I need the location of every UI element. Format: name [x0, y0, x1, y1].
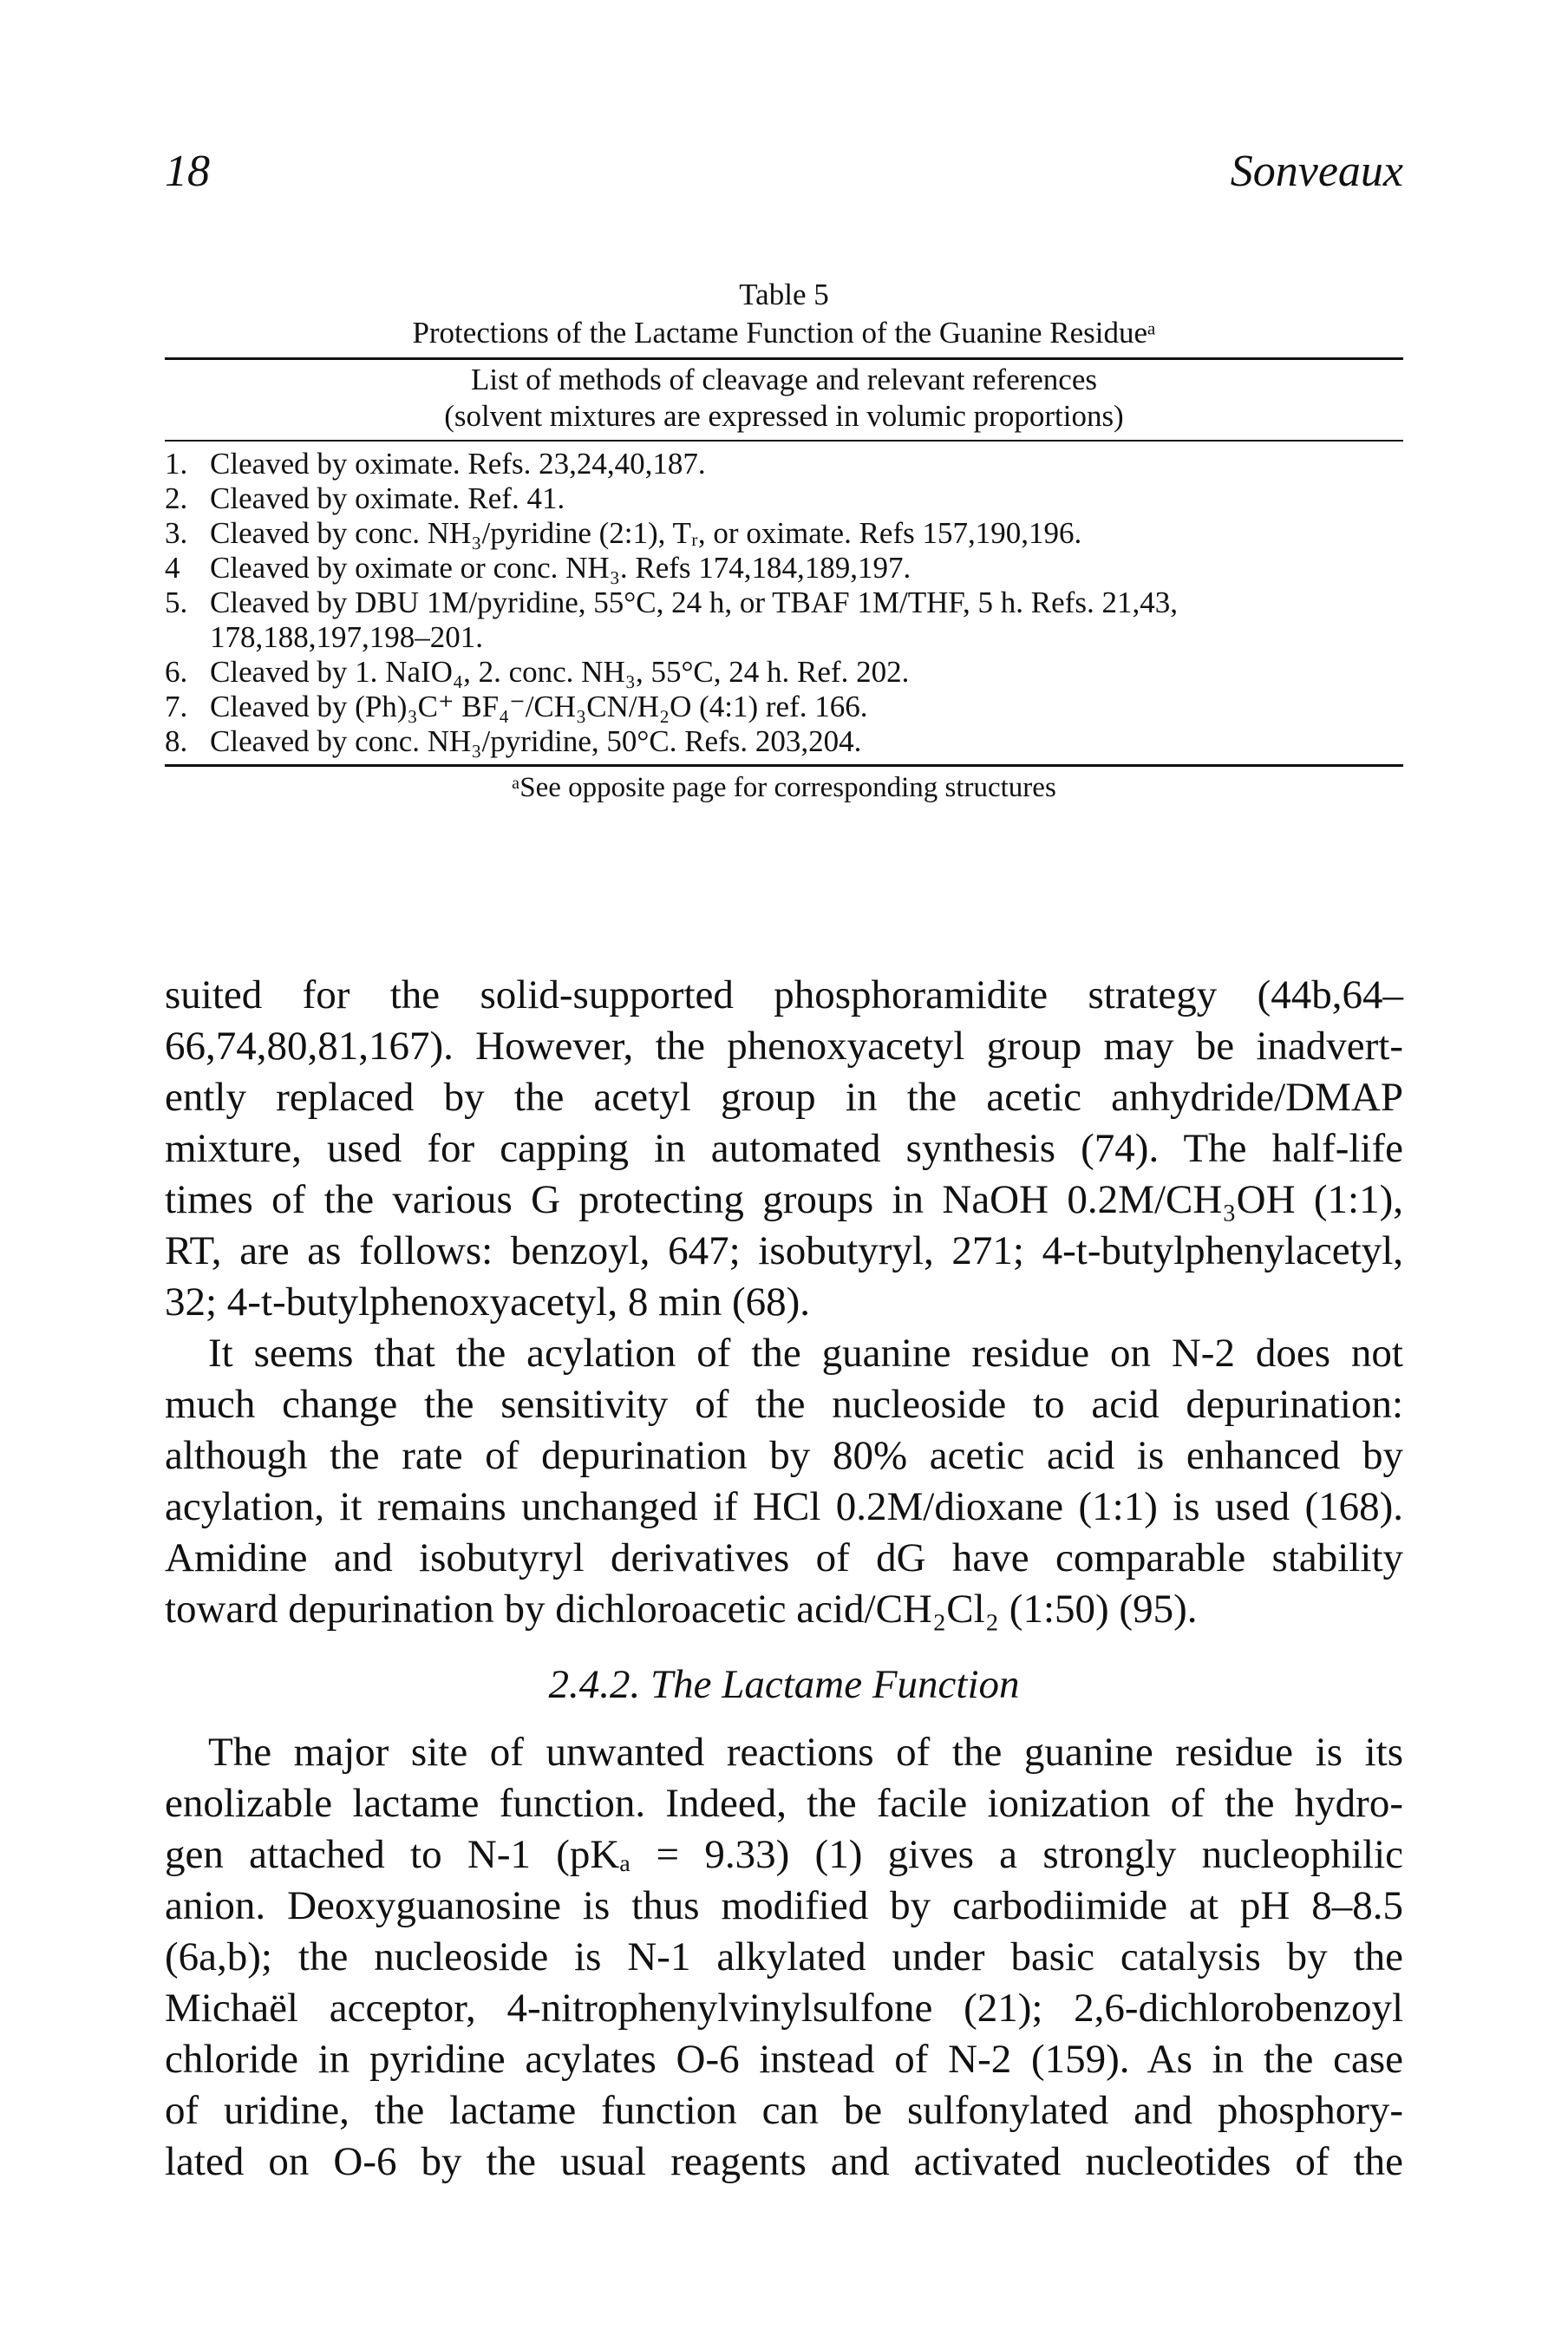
text-line: suited for the solid-supported phosphoramidite strategy (44b,64– — [165, 972, 1403, 1017]
row-text-continuation: 178,188,197,198–201. — [210, 620, 483, 654]
text-line: toward depurination by dichloroacetic acid/CH₂Cl₂ (1:50) (95). — [165, 1587, 1198, 1632]
text-line: acylation, it remains unchanged if HCl 0.2M/dioxane (1:1) is used (168). — [165, 1484, 1403, 1529]
row-text: Cleaved by conc. NH₃/pyridine, 50°C. Refs. 203,204. — [210, 724, 862, 758]
row-number: 2. — [165, 481, 188, 515]
text-line: mixture, used for capping in automated synthesis (74). The half-life — [165, 1126, 1403, 1171]
row-number: 8. — [165, 724, 188, 758]
table-row — [165, 655, 1403, 690]
text-line: ently replaced by the acetyl group in the acetic anhydride/DMAP — [165, 1075, 1403, 1120]
text-line: gen attached to N-1 (pKₐ = 9.33) (1) gives a strongly nucleophilic — [165, 1832, 1403, 1877]
table-row — [165, 724, 1403, 759]
text-line: of uridine, the lactame function can be sulfonylated and phosphory- — [165, 2088, 1403, 2133]
text-line: It seems that the acylation of the guanine residue on N-2 does not — [208, 1331, 1403, 1376]
text-line: The major site of unwanted reactions of the guanine residue is its — [208, 1730, 1403, 1775]
column-header-line: (solvent mixtures are expressed in volumic proportions) — [444, 399, 1124, 433]
table-caption-number: Table 5 — [739, 278, 829, 311]
table-row — [165, 447, 1403, 481]
running-title: Sonveaux — [1230, 147, 1403, 196]
text-line: (6a,b); the nucleoside is N-1 alkylated under basic catalysis by the — [165, 1934, 1403, 1979]
text-line: RT, are as follows: benzoyl, 647; isobutyryl, 271; 4-t-butylphenylacetyl, — [165, 1228, 1403, 1273]
page-header — [165, 146, 1403, 215]
row-text: Cleaved by oximate. Ref. 41. — [210, 481, 565, 515]
row-text: Cleaved by DBU 1M/pyridine, 55°C, 24 h, or TBAF 1M/THF, 5 h. Refs. 21,43, — [210, 586, 1178, 619]
text-line: chloride in pyridine acylates O-6 instead of N-2 (159). As in the case — [165, 2037, 1403, 2082]
text-line: anion. Deoxyguanosine is thus modified by carbodiimide at pH 8–8.5 — [165, 1883, 1403, 1928]
text-line: Amidine and isobutyryl derivatives of dG have comparable stability — [165, 1535, 1403, 1580]
paragraph — [165, 970, 1403, 1328]
row-text: Cleaved by 1. NaIO₄, 2. conc. NH₃, 55°C, 24 h. Ref. 202. — [210, 655, 910, 689]
page-number: 18 — [165, 147, 210, 196]
paragraph — [165, 1727, 1403, 2188]
text-line: Michaël acceptor, 4-nitrophenylvinylsulfone (21); 2,6-dichlorobenzoyl — [165, 1986, 1403, 2031]
table-row — [165, 690, 1403, 724]
text-line: much change the sensitivity of the nucleoside to acid depurination: — [165, 1382, 1403, 1427]
row-number: 7. — [165, 690, 188, 723]
text-line: although the rate of depurination by 80% acetic acid is enhanced by — [165, 1433, 1403, 1478]
table-row — [165, 586, 1403, 655]
row-text: Cleaved by oximate or conc. NH₃. Refs 174,184,189,197. — [210, 551, 911, 585]
text-line: times of the various G protecting groups in NaOH 0.2M/CH₃OH (1:1), — [165, 1177, 1403, 1222]
section-heading: 2.4.2. The Lactame Function — [548, 1662, 1020, 1707]
table-row — [165, 551, 1403, 586]
text-line: 32; 4-t-butylphenoxyacetyl, 8 min (68). — [165, 1279, 811, 1325]
text-line: lated on O-6 by the usual reagents and activated nucleotides of the — [165, 2139, 1403, 2184]
table-row — [165, 481, 1403, 516]
row-text: Cleaved by conc. NH₃/pyridine (2:1), Tᵣ, or oximate. Refs 157,190,196. — [210, 516, 1082, 550]
row-text: Cleaved by oximate. Refs. 23,24,40,187. — [210, 447, 706, 481]
paragraph — [165, 1328, 1403, 1635]
table-5 — [165, 276, 1403, 804]
table-rows — [165, 442, 1403, 764]
body-text — [165, 970, 1403, 2188]
table-footnote: ᵃSee opposite page for corresponding structures — [512, 772, 1056, 803]
column-header-line: List of methods of cleavage and relevant references — [470, 363, 1097, 396]
row-number: 1. — [165, 447, 188, 481]
row-number: 5. — [165, 586, 188, 619]
table-caption-title: Protections of the Lactame Function of the Guanine Residueᵃ — [412, 316, 1156, 350]
table-row — [165, 516, 1403, 551]
row-number: 3. — [165, 516, 188, 550]
row-number: 6. — [165, 655, 188, 689]
row-text: Cleaved by (Ph)₃C⁺ BF₄⁻/CH₃CN/H₂O (4:1) ref. 166. — [210, 690, 868, 723]
table-column-header — [165, 360, 1403, 440]
text-line: enolizable lactame function. Indeed, the facile ionization of the hydro- — [165, 1781, 1403, 1826]
row-number: 4 — [165, 551, 180, 585]
text-line: 66,74,80,81,167). However, the phenoxyacetyl group may be inadvert- — [165, 1024, 1403, 1069]
